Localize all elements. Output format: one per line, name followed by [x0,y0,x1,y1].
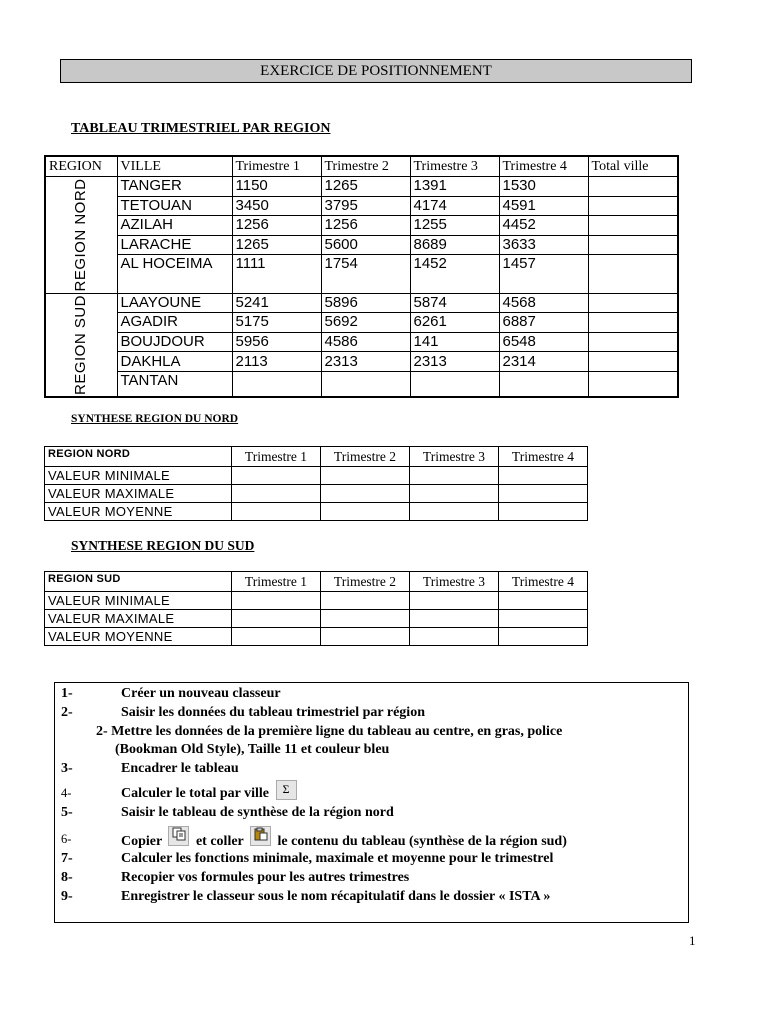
header-total: Total ville [588,156,678,177]
city-cell: BOUJDOUR [117,332,232,352]
table-row [45,177,678,197]
value-cell [499,628,588,646]
step-text: Calculer les fonctions minimale, maximale et moyenne pour le trimestrel [121,851,554,866]
value-cell [410,371,499,397]
value-cell: 5956 [232,332,321,352]
value-cell: 1255 [410,216,499,236]
step-text: Créer un nouveau classeur [121,686,281,701]
synthese-header-row [45,572,588,592]
row-label: VALEUR MAXIMALE [45,610,232,628]
table-row [45,352,678,372]
instructions-box [54,682,689,923]
table-row-spacer [45,274,678,293]
paste-icon [250,826,271,846]
value-cell: 2314 [499,352,588,372]
value-cell [321,503,410,521]
quarterly-table [44,155,679,398]
header-region: REGION [45,156,117,177]
region-nord-cell [45,177,117,294]
value-cell [232,628,321,646]
city-cell: AL HOCEIMA [117,255,232,274]
quarter-header: Trimestre 1 [232,447,321,467]
value-cell [232,503,321,521]
synthese-label: REGION SUD [45,572,232,592]
city-cell: AZILAH [117,216,232,236]
value-cell [410,485,499,503]
row-label: VALEUR MAXIMALE [45,485,232,503]
total-cell [588,293,678,313]
step-text: Calculer le total par ville [121,786,270,801]
table-row [45,255,678,274]
value-cell: 2113 [232,352,321,372]
step-number: 1- [61,686,73,701]
row-label: VALEUR MOYENNE [45,628,232,646]
value-cell [321,467,410,485]
step-number: 8- [61,870,73,885]
value-cell [499,592,588,610]
spacer-cell [117,274,232,293]
value-cell: 3450 [232,196,321,216]
value-cell: 6261 [410,313,499,333]
value-cell [410,592,499,610]
spacer-cell [232,274,321,293]
step-text-wrap [121,832,567,852]
value-cell: 4452 [499,216,588,236]
value-cell [232,592,321,610]
city-cell: DAKHLA [117,352,232,372]
value-cell: 6887 [499,313,588,333]
table-header-row [45,156,678,177]
step-text: Saisir le tableau de synthèse de la région nord [121,805,394,820]
synthese-header-row [45,447,588,467]
table-row [45,216,678,236]
value-cell [499,503,588,521]
step-text: le contenu du tableau (synthèse de la région sud) [277,834,567,849]
spacer-cell [410,274,499,293]
value-cell: 5600 [321,235,410,255]
spacer-cell [499,274,588,293]
step-text: (Bookman Old Style), Taille 11 et couleur bleu [115,742,390,757]
quarter-header: Trimestre 2 [321,447,410,467]
value-cell: 5241 [232,293,321,313]
instruction-step [96,724,562,740]
value-cell: 1256 [232,216,321,236]
region-sud-label: REGION SUD [72,294,90,395]
table-row [45,467,588,485]
value-cell [321,371,410,397]
value-cell [410,628,499,646]
city-cell: TANTAN [117,371,232,397]
value-cell [232,467,321,485]
value-cell: 3633 [499,235,588,255]
value-cell [232,610,321,628]
value-cell: 1265 [232,235,321,255]
value-cell: 1111 [232,255,321,274]
synthese-label: REGION NORD [45,447,232,467]
value-cell [499,371,588,397]
city-cell: LAAYOUNE [117,293,232,313]
spacer-cell [321,274,410,293]
value-cell: 2313 [321,352,410,372]
table-row [45,503,588,521]
value-cell [321,592,410,610]
table-row [45,485,588,503]
step-text: Mettre les données de la première ligne du tableau au centre, en gras, police [111,724,563,739]
table-row [45,313,678,333]
value-cell [321,628,410,646]
value-cell: 4591 [499,196,588,216]
total-cell [588,196,678,216]
value-cell [499,485,588,503]
table-row [45,235,678,255]
value-cell: 4586 [321,332,410,352]
value-cell [499,467,588,485]
quarter-header: Trimestre 1 [232,572,321,592]
table-row [45,628,588,646]
header-t1: Trimestre 1 [232,156,321,177]
total-cell [588,313,678,333]
step-text: Encadrer le tableau [121,761,239,776]
step-number: 6- [61,832,72,846]
value-cell: 2313 [410,352,499,372]
header-t3: Trimestre 3 [410,156,499,177]
total-cell [588,216,678,236]
value-cell: 1457 [499,255,588,274]
step-text-wrap [121,782,300,806]
quarter-header: Trimestre 3 [410,447,499,467]
city-cell: AGADIR [117,313,232,333]
total-cell [588,235,678,255]
value-cell: 1391 [410,177,499,197]
value-cell [499,610,588,628]
value-cell [410,610,499,628]
step-number: 7- [61,851,73,866]
main-table-heading: TABLEAU TRIMESTRIEL PAR REGION [71,121,331,136]
copy-icon [168,826,189,846]
value-cell: 1256 [321,216,410,236]
table-row [45,332,678,352]
table-row [45,196,678,216]
quarter-header: Trimestre 4 [499,572,588,592]
step-number: 4- [61,786,72,800]
instruction-step-continued [115,742,389,758]
step-number: 2- [96,724,108,739]
row-label: VALEUR MOYENNE [45,503,232,521]
value-cell: 3795 [321,196,410,216]
step-number: 9- [61,889,73,904]
value-cell: 141 [410,332,499,352]
total-cell [588,177,678,197]
value-cell: 1530 [499,177,588,197]
page-number: 1 [689,933,696,948]
quarter-header: Trimestre 2 [321,572,410,592]
value-cell [232,371,321,397]
autosum-icon: Σ [276,780,297,800]
value-cell [232,485,321,503]
step-text: Copier [121,834,162,849]
city-cell: TETOUAN [117,196,232,216]
spacer-cell [588,274,678,293]
total-cell [588,332,678,352]
synthese-sud-table [44,571,588,646]
value-cell [410,467,499,485]
table-row [45,610,588,628]
synthese-nord-heading: SYNTHESE REGION DU NORD [71,413,239,425]
step-text: Recopier vos formules pour les autres trimestres [121,870,410,885]
value-cell: 8689 [410,235,499,255]
value-cell: 1150 [232,177,321,197]
header-ville: VILLE [117,156,232,177]
synthese-nord-table [44,446,588,521]
total-cell [588,255,678,274]
table-row [45,371,678,397]
step-text: Saisir les données du tableau trimestriel par région [121,705,425,720]
header-t4: Trimestre 4 [499,156,588,177]
document-title: EXERCICE DE POSITIONNEMENT [60,59,692,83]
header-t2: Trimestre 2 [321,156,410,177]
synthese-sud-heading: SYNTHESE REGION DU SUD [71,538,255,553]
step-text: et coller [195,834,244,849]
value-cell: 6548 [499,332,588,352]
value-cell: 4568 [499,293,588,313]
value-cell: 1452 [410,255,499,274]
table-row [45,293,678,313]
row-label: VALEUR MINIMALE [45,592,232,610]
value-cell [321,610,410,628]
value-cell [410,503,499,521]
city-cell: TANGER [117,177,232,197]
value-cell: 1754 [321,255,410,274]
value-cell: 5874 [410,293,499,313]
step-number: 3- [61,761,73,776]
step-number: 2- [61,705,73,720]
table-row [45,592,588,610]
value-cell: 5692 [321,313,410,333]
value-cell: 1265 [321,177,410,197]
quarter-header: Trimestre 4 [499,447,588,467]
step-text: Enregistrer le classeur sous le nom récapitulatif dans le dossier « ISTA » [121,889,551,904]
total-cell [588,352,678,372]
value-cell: 4174 [410,196,499,216]
total-cell [588,371,678,397]
region-sud-cell [45,293,117,397]
value-cell [321,485,410,503]
region-nord-label: REGION NORD [72,178,90,292]
quarter-header: Trimestre 3 [410,572,499,592]
city-cell: LARACHE [117,235,232,255]
value-cell: 5896 [321,293,410,313]
row-label: VALEUR MINIMALE [45,467,232,485]
step-number: 5- [61,805,73,820]
value-cell: 5175 [232,313,321,333]
